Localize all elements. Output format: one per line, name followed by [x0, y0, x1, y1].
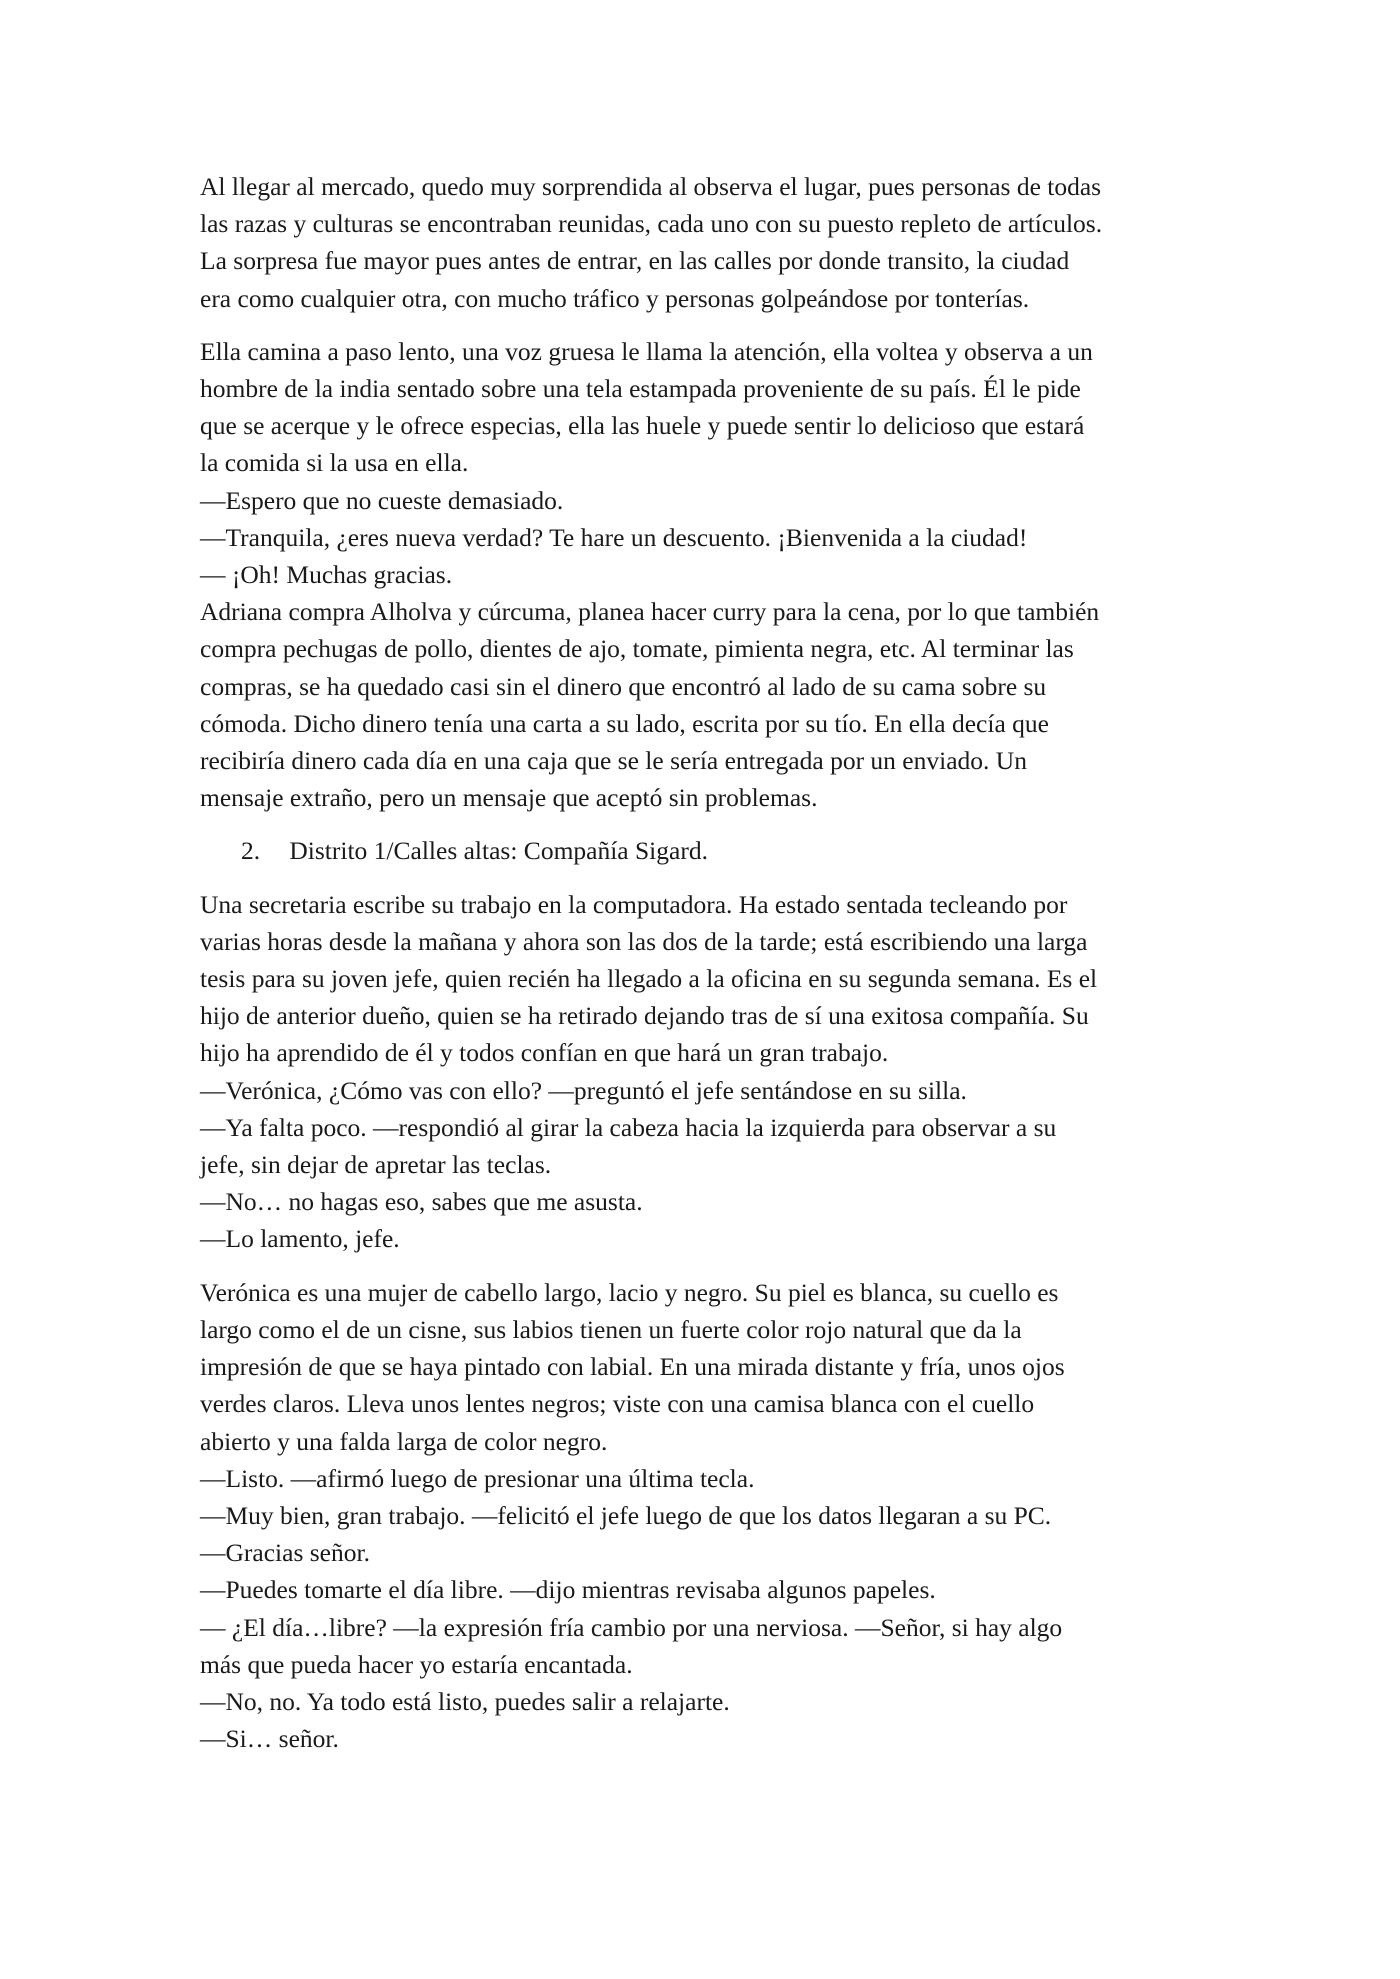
text-line: cómoda. Dicho dinero tenía una carta a su lado, escrita por su tío. En ella decía que: [200, 708, 1049, 738]
dialogue-line: —Tranquila, ¿eres nueva verdad? Te hare un descuento. ¡Bienvenida a la ciudad!: [200, 522, 1028, 552]
text-line: Adriana compra Alholva y cúrcuma, planea hacer curry para la cena, por lo que también: [200, 597, 1100, 627]
dialogue-line: —Espero que no cueste demasiado.: [200, 485, 564, 515]
paragraph-market-arrival: [200, 168, 1210, 317]
dialogue-line: —No, no. Ya todo está listo, puedes salir a relajarte.: [200, 1686, 730, 1716]
text-line: jefe, sin dejar de apretar las teclas.: [200, 1150, 552, 1180]
dialogue-line: —Listo. —afirmó luego de presionar una última tecla.: [200, 1463, 755, 1493]
text-line: la comida si la usa en ella.: [200, 448, 469, 478]
text-line: Ella camina a paso lento, una voz gruesa le llama la atención, ella voltea y observa a un: [200, 336, 1093, 366]
text-line: recibiría dinero cada día en una caja que se le sería entregada por un enviado. Un: [200, 746, 1027, 776]
text-line: Al llegar al mercado, quedo muy sorprendida al observa el lugar, pues personas de todas: [200, 172, 1102, 201]
text-line: Una secretaria escribe su trabajo en la computadora. Ha estado sentada tecleando por: [200, 889, 1068, 919]
section-heading: [200, 832, 1210, 869]
paragraph-gap: [200, 317, 1210, 333]
text-line: las razas y culturas se encontraban reunidas, cada uno con su puesto repleto de artículos.: [200, 209, 1103, 239]
paragraph-gap: [200, 816, 1210, 832]
dialogue-line: —Verónica, ¿Cómo vas con ello? —preguntó el jefe sentándose en su silla.: [200, 1075, 967, 1105]
section-number: 2.: [241, 836, 261, 866]
dialogue-line: —Gracias señor.: [200, 1538, 370, 1568]
paragraph-veronica: [200, 1274, 1210, 1758]
dialogue-line: —No… no hagas eso, sabes que me asusta.: [200, 1187, 643, 1217]
text-line: más que pueda hacer yo estaría encantada.: [200, 1649, 633, 1679]
text-line: mensaje extraño, pero un mensaje que aceptó sin problemas.: [200, 783, 818, 813]
dialogue-line: —Muy bien, gran trabajo. —felicitó el jefe luego de que los datos llegaran a su PC.: [200, 1500, 1052, 1530]
paragraph-secretary: [200, 886, 1210, 1258]
dialogue-line: —Si… señor.: [200, 1724, 339, 1754]
text-line: largo como el de un cisne, sus labios tienen un fuerte color rojo natural que da la: [200, 1314, 1022, 1344]
text-line: verdes claros. Lleva unos lentes negros; viste con una camisa blanca con el cuello: [200, 1389, 1035, 1419]
text-line: compra pechugas de pollo, dientes de ajo, tomate, pimienta negra, etc. Al terminar las: [200, 634, 1074, 664]
text-line: La sorpresa fue mayor pues antes de entrar, en las calles por donde transito, la ciudad: [200, 246, 1070, 276]
dialogue-line: —Puedes tomarte el día libre. —dijo mientras revisaba algunos papeles.: [200, 1575, 936, 1605]
section-title: Distrito 1/Calles altas: Compañía Sigard.: [289, 836, 708, 866]
document-body: [200, 168, 1210, 1757]
text-line: impresión de que se haya pintado con labial. En una mirada distante y fría, unos ojos: [200, 1352, 1065, 1382]
paragraph-gap: [200, 1258, 1210, 1274]
dialogue-line: —Ya falta poco. —respondió al girar la cabeza hacia la izquierda para observar a su: [200, 1112, 1057, 1142]
text-line: era como cualquier otra, con mucho tráfico y personas golpeándose por tonterías.: [200, 283, 1030, 313]
text-line: hijo de anterior dueño, quien se ha retirado dejando tras de sí una exitosa compañía. Su: [200, 1001, 1089, 1031]
text-line: tesis para su joven jefe, quien recién ha llegado a la oficina en su segunda semana. Es el: [200, 964, 1098, 994]
paragraph-spice-merchant: [200, 333, 1210, 817]
text-line: abierto y una falda larga de color negro.: [200, 1426, 608, 1456]
dialogue-line: —Lo lamento, jefe.: [200, 1224, 400, 1254]
text-line: compras, se ha quedado casi sin el dinero que encontró al lado de su cama sobre su: [200, 671, 1047, 701]
text-line: Verónica es una mujer de cabello largo, lacio y negro. Su piel es blanca, su cuello es: [200, 1277, 1059, 1307]
dialogue-line: — ¿El día…libre? —la expresión fría cambio por una nerviosa. —Señor, si hay algo: [200, 1612, 1063, 1642]
text-line: hijo ha aprendido de él y todos confían en que hará un gran trabajo.: [200, 1038, 889, 1068]
text-line: que se acerque y le ofrece especias, ella las huele y puede sentir lo delicioso que estará: [200, 411, 1085, 441]
dialogue-line: — ¡Oh! Muchas gracias.: [200, 560, 453, 590]
text-line: varias horas desde la mañana y ahora son las dos de la tarde; está escribiendo una larga: [200, 926, 1088, 956]
paragraph-gap: [200, 870, 1210, 886]
text-line: hombre de la india sentado sobre una tela estampada proveniente de su país. Él le pide: [200, 374, 1081, 404]
